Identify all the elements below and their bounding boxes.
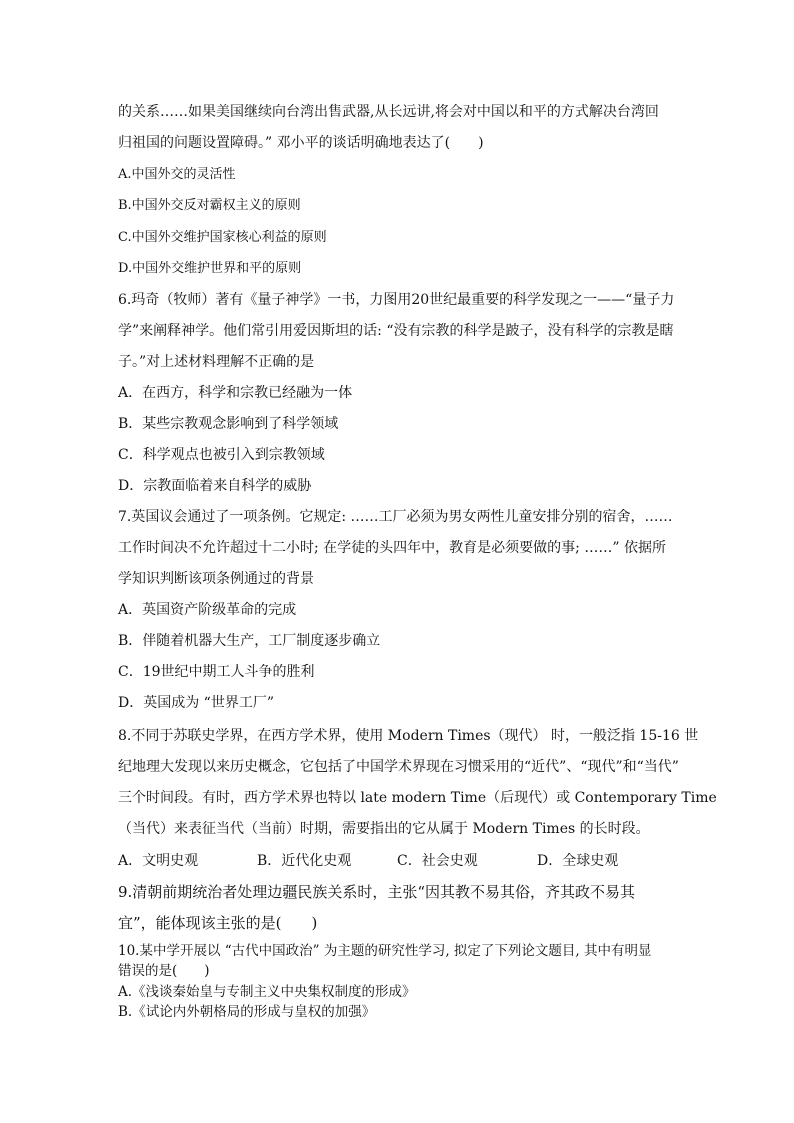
q8-stem-line-4: （当代）来表征当代（当前）时期，需要指出的它从属于 Modern Times 的长时段。 — [118, 821, 650, 837]
q8-stem-line-1: 8.不同于苏联史学界，在西方学术界，使用 Modern Times（现代） 时，一般泛指 15-16 世 — [118, 728, 699, 744]
q8-option-b: B．近代化史观 — [257, 853, 352, 869]
q9-stem-line-2: 宜”，能体现该主张的是( ) — [118, 914, 318, 932]
q5-option-c: C.中国外交维护国家核心利益的原则 — [118, 230, 327, 245]
q6-option-b: B．某些宗教观念影响到了科学领域 — [118, 416, 339, 432]
q6-stem-line-1: 6.玛奇（牧师）著有《量子神学》一书，力图用20世纪最重要的科学发现之一——“量子力 — [118, 292, 675, 308]
q5-option-b: B.中国外交反对霸权主义的原则 — [118, 198, 301, 213]
q8-stem-line-2: 纪地理大发现以来历史概念，它包括了中国学术界现在习惯采用的“近代”、“现代”和“当代” — [118, 759, 679, 775]
q5-stem-line-1: 的关系……如果美国继续向台湾出售武器,从长远讲,将会对中国以和平的方式解决台湾回 — [118, 104, 659, 120]
q5-stem-line-2: 归祖国的问题设置障碍。” 邓小平的谈话明确地表达了( ) — [118, 135, 484, 151]
q8-options-row — [118, 852, 678, 870]
q6-option-d: D．宗教面临着来自科学的威胁 — [118, 478, 312, 494]
q9-stem-line-1: 9.清朝前期统治者处理边疆民族关系时，主张“因其教不易其俗，齐其政不易其 — [118, 883, 635, 901]
q7-option-a: A．英国资产阶级革命的完成 — [118, 602, 297, 618]
q7-stem-line-3: 学知识判断该项条例通过的背景 — [118, 571, 314, 587]
q5-option-d: D.中国外交维护世界和平的原则 — [118, 261, 302, 276]
q5-option-a: A.中国外交的灵活性 — [118, 167, 236, 182]
q7-option-d: D．英国成为 “世界工厂” — [118, 695, 274, 711]
q8-option-d: D．全球史观 — [537, 853, 619, 869]
q10-option-a: A.《浅谈秦始皇与专制主义中央集权制度的形成》 — [118, 984, 416, 1000]
q10-stem-line-2: 错误的是( ) — [118, 963, 210, 979]
q7-option-c: C．19世纪中期工人斗争的胜利 — [118, 664, 315, 680]
q7-stem-line-1: 7.英国议会通过了一项条例。它规定: ……工厂必须为男女两性儿童安排分别的宿舍，…… — [118, 509, 673, 525]
q8-stem-line-3: 三个时间段。有时，西方学术界也特以 late modern Time（后现代）或 Contemporary Time — [118, 790, 717, 806]
q6-option-c: C．科学观点也被引入到宗教领域 — [118, 447, 325, 463]
q10-stem-line-1: 10.某中学开展以 “古代中国政治” 为主题的研究性学习, 拟定了下列论文题目, 其中有明显 — [118, 943, 652, 959]
q8-option-c: C．社会史观 — [397, 853, 478, 869]
q6-option-a: A．在西方，科学和宗教已经融为一体 — [118, 385, 353, 401]
q7-option-b: B．伴随着机器大生产，工厂制度逐步确立 — [118, 633, 381, 649]
q7-stem-line-2: 工作时间决不允许超过十二小时; 在学徒的头四年中，教育是必须要做的事; ……” 依据所 — [118, 540, 666, 556]
q10-option-b: B.《试论内外朝格局的形成与皇权的加强》 — [118, 1004, 376, 1020]
q8-option-a: A．文明史观 — [118, 853, 199, 869]
q6-stem-line-3: 子。”对上述材料理解不正确的是 — [118, 354, 315, 370]
q6-stem-line-2: 学”来阐释神学。他们常引用爱因斯坦的话: “没有宗教的科学是跛子，没有科学的宗教是瞎 — [118, 323, 674, 339]
